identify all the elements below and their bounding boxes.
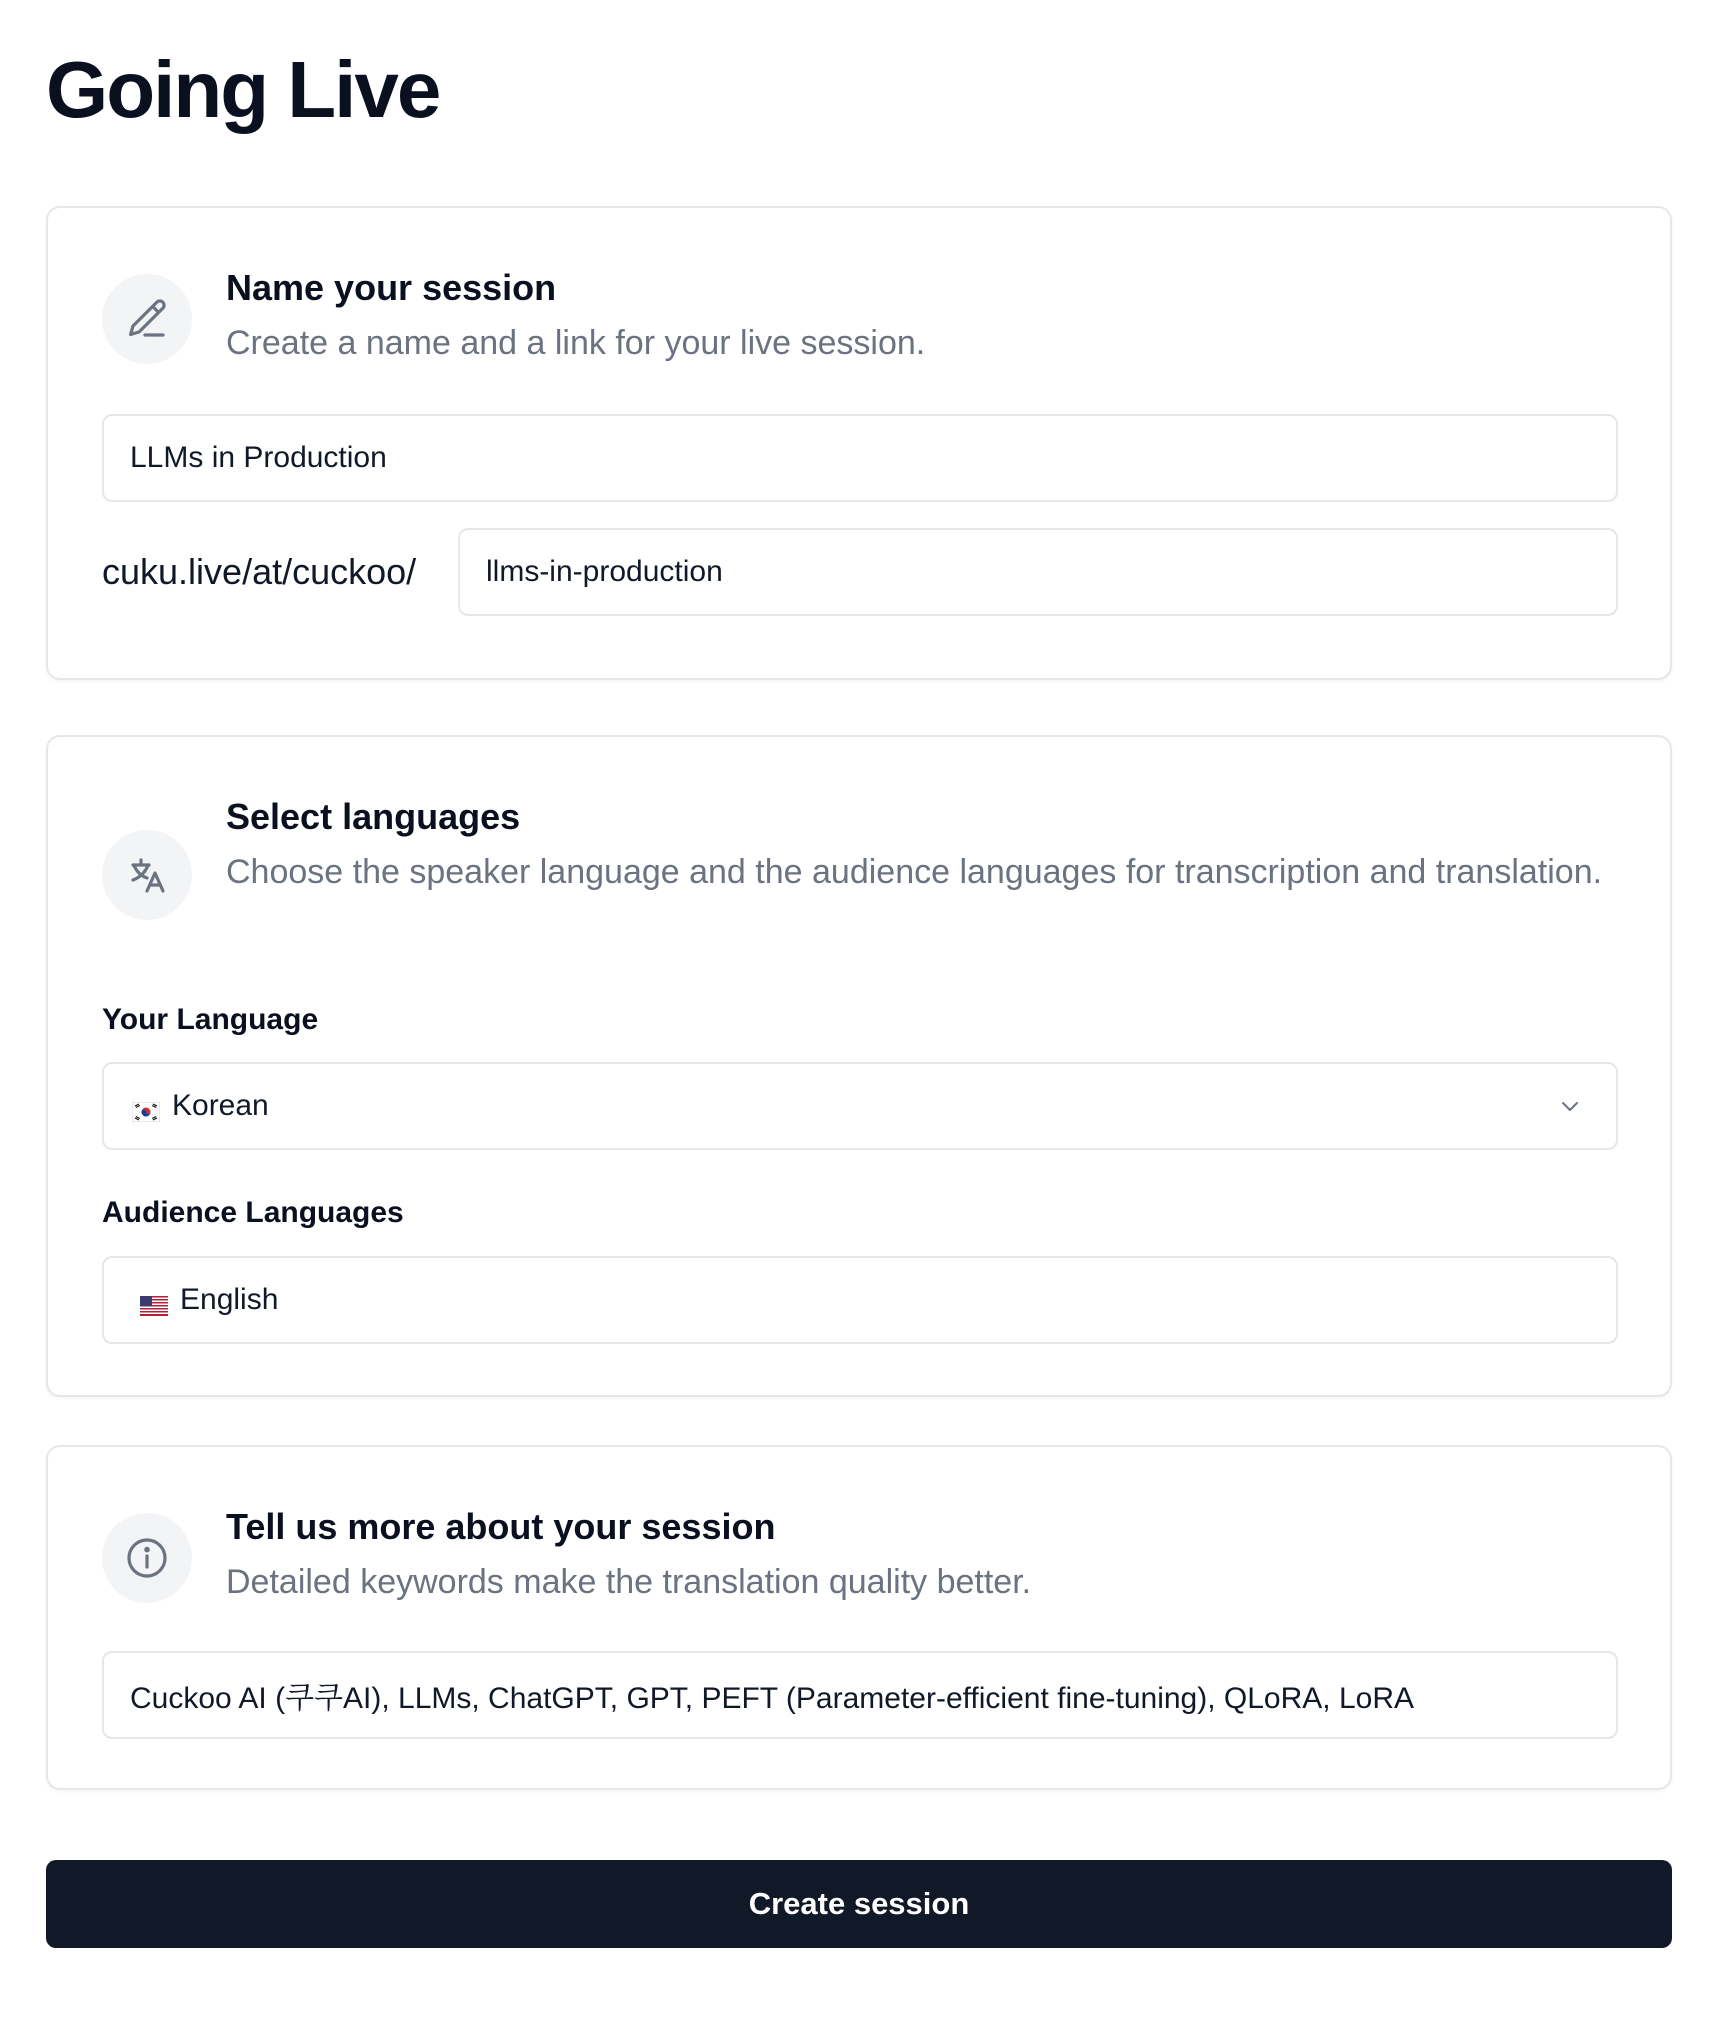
- card-subtitle: Create a name and a link for your live session.: [226, 324, 926, 362]
- audience-languages-label: Audience Languages: [102, 1196, 404, 1229]
- audience-language-value: English: [180, 1283, 279, 1316]
- details-header: [226, 1505, 1616, 1609]
- session-details-card: [46, 1445, 1672, 1790]
- card-title: Select languages: [226, 796, 521, 837]
- card-subtitle: Detailed keywords make the translation quality better.: [226, 1563, 1032, 1601]
- name-session-header: [226, 266, 1616, 370]
- card-subtitle: Choose the speaker language and the audience languages for transcription and translation.: [226, 853, 1603, 891]
- your-language-value: Korean: [172, 1089, 269, 1122]
- chevron-down-icon: [1558, 1094, 1582, 1118]
- audience-languages-select[interactable]: [102, 1256, 1618, 1344]
- url-prefix: cuku.live/at/cuckoo/: [102, 551, 417, 592]
- session-slug-input[interactable]: [460, 530, 1616, 614]
- create-session-button[interactable]: Create session: [46, 1860, 1672, 1948]
- your-language-select[interactable]: [102, 1062, 1618, 1150]
- pencil-icon: [102, 274, 192, 364]
- name-session-card: [46, 206, 1672, 680]
- korea-flag-icon: [132, 1096, 160, 1116]
- session-name-input[interactable]: [104, 416, 1616, 500]
- usa-flag-icon: [140, 1290, 168, 1310]
- languages-header: [226, 795, 1616, 899]
- translate-icon: [102, 830, 192, 920]
- info-icon: [102, 1513, 192, 1603]
- select-languages-card: [46, 735, 1672, 1397]
- page-title: Going Live: [46, 45, 440, 134]
- session-name-field[interactable]: [102, 414, 1618, 502]
- keywords-input[interactable]: [104, 1653, 1616, 1737]
- card-title: Tell us more about your session: [226, 1506, 776, 1547]
- card-title: Name your session: [226, 267, 557, 308]
- session-slug-field[interactable]: [458, 528, 1618, 616]
- your-language-label: Your Language: [102, 1003, 319, 1036]
- keywords-field[interactable]: [102, 1651, 1618, 1739]
